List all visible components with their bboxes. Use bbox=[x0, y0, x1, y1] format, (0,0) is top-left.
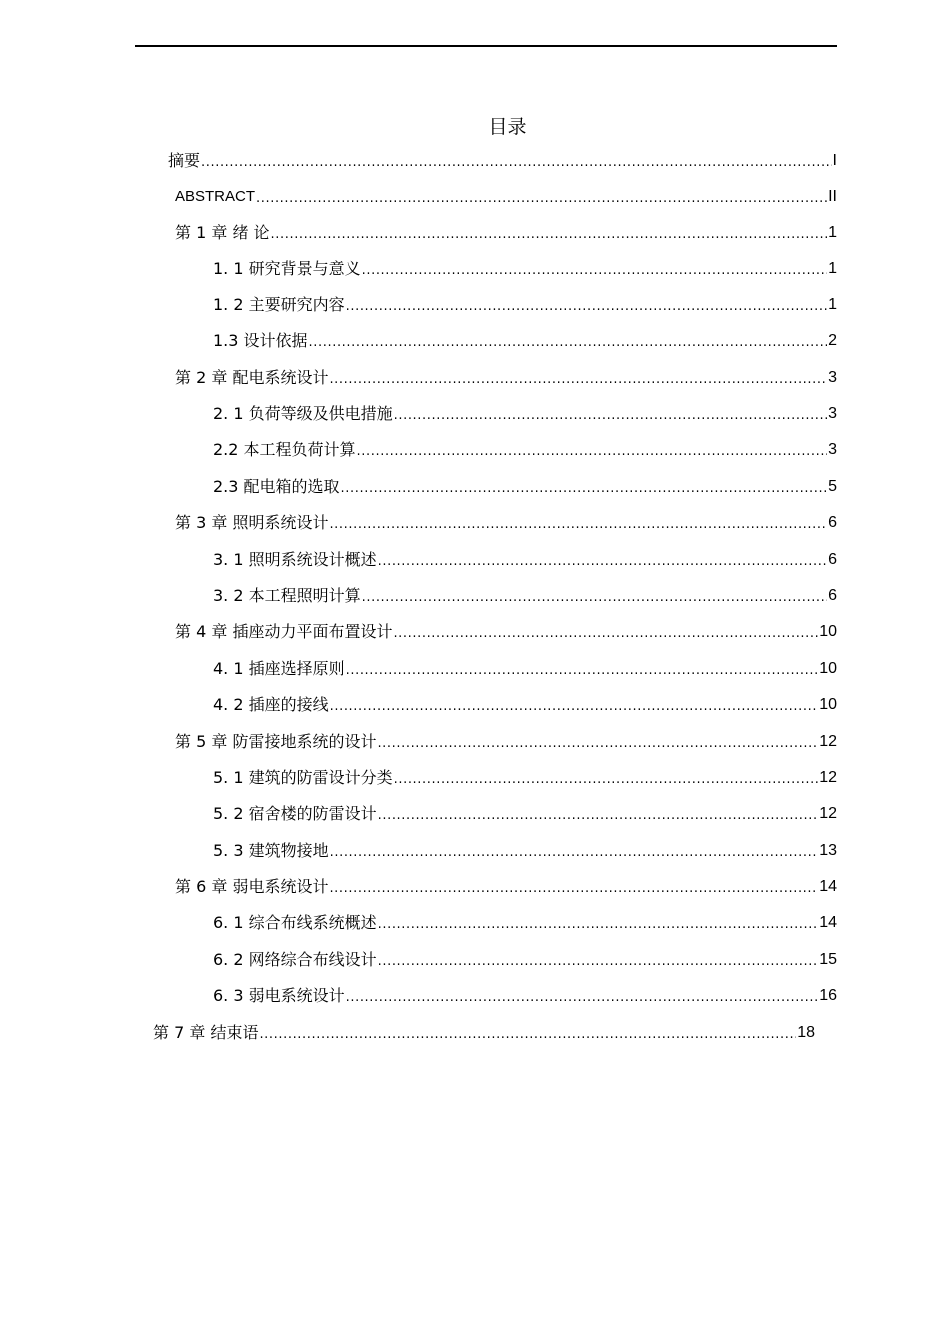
toc-entry-abstract-en[interactable] bbox=[175, 186, 837, 208]
toc-entry-page: 14 bbox=[819, 878, 837, 895]
toc-leader-dots bbox=[378, 949, 819, 971]
toc-entry-section-4-1[interactable] bbox=[213, 658, 837, 680]
toc-entry-label: 2. 1 负荷等级及供电措施 bbox=[213, 404, 393, 423]
toc-entry-page: 1 bbox=[828, 296, 837, 313]
toc-entry-label: 4. 2 插座的接线 bbox=[213, 695, 329, 714]
toc-entry-label: 第 3 章 照明系统设计 bbox=[175, 513, 329, 532]
toc-leader-dots bbox=[393, 621, 818, 643]
toc-entry-label: ABSTRACT bbox=[175, 188, 256, 205]
toc-leader-dots bbox=[329, 876, 818, 898]
toc-entry-label: 1.3 设计依据 bbox=[213, 331, 308, 350]
toc-entry-label: 第 5 章 防雷接地系统的设计 bbox=[175, 732, 377, 751]
toc-leader-dots bbox=[309, 330, 828, 352]
toc-leader-dots bbox=[394, 403, 827, 425]
toc-entry-label: 摘要 bbox=[168, 151, 201, 170]
toc-entry-chapter-5[interactable] bbox=[175, 731, 837, 753]
toc-entry-section-1-2[interactable] bbox=[213, 294, 837, 316]
toc-entry-page: 10 bbox=[819, 660, 837, 677]
toc-entry-page: 5 bbox=[828, 478, 837, 495]
toc-entry-section-6-1[interactable] bbox=[213, 912, 837, 934]
toc-entry-chapter-1[interactable] bbox=[175, 222, 837, 244]
toc-entry-page: 1 bbox=[828, 224, 837, 241]
toc-entry-page: II bbox=[828, 188, 837, 205]
toc-entry-page: 12 bbox=[819, 805, 837, 822]
toc-leader-dots bbox=[394, 767, 819, 789]
toc-entry-label: 2.2 本工程负荷计算 bbox=[213, 440, 356, 459]
toc-entry-page: 3 bbox=[828, 369, 837, 386]
toc-entry-page: 12 bbox=[819, 733, 837, 750]
toc-entry-chapter-3[interactable] bbox=[175, 512, 837, 534]
toc-entry-section-6-2[interactable] bbox=[213, 949, 837, 971]
toc-entry-abstract-cn[interactable] bbox=[168, 150, 837, 172]
toc-entry-page: 6 bbox=[828, 587, 837, 604]
toc-entry-page: 6 bbox=[828, 514, 837, 531]
toc-leader-dots bbox=[259, 1022, 796, 1044]
toc-entry-page: 16 bbox=[819, 987, 837, 1004]
toc-entry-section-5-2[interactable] bbox=[213, 803, 837, 825]
toc-entry-label: 6. 1 综合布线系统概述 bbox=[213, 913, 377, 932]
toc-entry-label: 第 6 章 弱电系统设计 bbox=[175, 877, 329, 896]
toc-leader-dots bbox=[256, 186, 827, 208]
toc-entry-label: 6. 2 网络综合布线设计 bbox=[213, 950, 377, 969]
toc-leader-dots bbox=[346, 294, 827, 316]
toc-entry-section-4-2[interactable] bbox=[213, 694, 837, 716]
toc-entry-label: 4. 1 插座选择原则 bbox=[213, 659, 345, 678]
toc-entry-label: 3. 2 本工程照明计算 bbox=[213, 586, 361, 605]
toc-entry-chapter-7[interactable] bbox=[153, 1022, 815, 1044]
toc-leader-dots bbox=[346, 985, 819, 1007]
toc-entry-section-5-3[interactable] bbox=[213, 840, 837, 862]
toc-entry-label: 第 1 章 绪 论 bbox=[175, 223, 270, 242]
toc-entry-section-3-2[interactable] bbox=[213, 585, 837, 607]
toc-entry-label: 1. 1 研究背景与意义 bbox=[213, 259, 361, 278]
toc-leader-dots bbox=[378, 912, 819, 934]
toc-entry-chapter-4[interactable] bbox=[175, 621, 837, 643]
toc-entry-label: 5. 2 宿舍楼的防雷设计 bbox=[213, 804, 377, 823]
toc-entry-page: 12 bbox=[819, 769, 837, 786]
toc-entry-page: 10 bbox=[819, 696, 837, 713]
header-rule bbox=[135, 45, 837, 47]
toc-entry-section-6-3[interactable] bbox=[213, 985, 837, 1007]
toc-entry-section-3-1[interactable] bbox=[213, 549, 837, 571]
toc-entry-page: 15 bbox=[819, 951, 837, 968]
toc-entry-page: 14 bbox=[819, 914, 837, 931]
toc-entry-label: 6. 3 弱电系统设计 bbox=[213, 986, 345, 1005]
toc-entry-page: 18 bbox=[797, 1024, 815, 1041]
toc-leader-dots bbox=[362, 585, 827, 607]
toc-leader-dots bbox=[357, 439, 828, 461]
toc-leader-dots bbox=[329, 512, 827, 534]
toc-entry-section-2-2[interactable] bbox=[213, 439, 837, 461]
toc-entry-label: 5. 3 建筑物接地 bbox=[213, 841, 329, 860]
toc-entry-label: 第 7 章 结束语 bbox=[153, 1023, 259, 1042]
toc-entry-page: 2 bbox=[828, 332, 837, 349]
toc-leader-dots bbox=[378, 549, 827, 571]
toc-entry-section-1-3[interactable] bbox=[213, 330, 837, 352]
toc-leader-dots bbox=[346, 658, 819, 680]
toc-entry-section-2-3[interactable] bbox=[213, 476, 837, 498]
toc-entry-label: 5. 1 建筑的防雷设计分类 bbox=[213, 768, 393, 787]
toc-entry-chapter-6[interactable] bbox=[175, 876, 837, 898]
toc-entry-page: 10 bbox=[819, 623, 837, 640]
page-title: 目录 bbox=[488, 116, 527, 138]
toc-entry-label: 第 2 章 配电系统设计 bbox=[175, 368, 329, 387]
toc-entry-label: 第 4 章 插座动力平面布置设计 bbox=[175, 622, 393, 641]
toc-entry-page: 3 bbox=[828, 441, 837, 458]
toc-entry-page: 13 bbox=[819, 842, 837, 859]
toc-leader-dots bbox=[362, 258, 827, 280]
toc-leader-dots bbox=[377, 731, 818, 753]
toc-entry-page: 3 bbox=[828, 405, 837, 422]
toc-entry-page: 1 bbox=[828, 260, 837, 277]
toc-entry-section-1-1[interactable] bbox=[213, 258, 837, 280]
toc-entry-section-2-1[interactable] bbox=[213, 403, 837, 425]
toc-leader-dots bbox=[330, 694, 819, 716]
toc-entry-label: 3. 1 照明系统设计概述 bbox=[213, 550, 377, 569]
toc-entry-label: 1. 2 主要研究内容 bbox=[213, 295, 345, 314]
toc-entry-label: 2.3 配电箱的选取 bbox=[213, 477, 340, 496]
toc-entry-page: 6 bbox=[828, 551, 837, 568]
toc-entry-section-5-1[interactable] bbox=[213, 767, 837, 789]
toc-leader-dots bbox=[330, 840, 819, 862]
toc-leader-dots bbox=[201, 150, 832, 172]
toc-leader-dots bbox=[341, 476, 828, 498]
toc-entry-chapter-2[interactable] bbox=[175, 367, 837, 389]
toc-leader-dots bbox=[271, 222, 828, 244]
toc-leader-dots bbox=[378, 803, 819, 825]
toc-leader-dots bbox=[329, 367, 827, 389]
toc-entry-page: I bbox=[832, 152, 837, 169]
